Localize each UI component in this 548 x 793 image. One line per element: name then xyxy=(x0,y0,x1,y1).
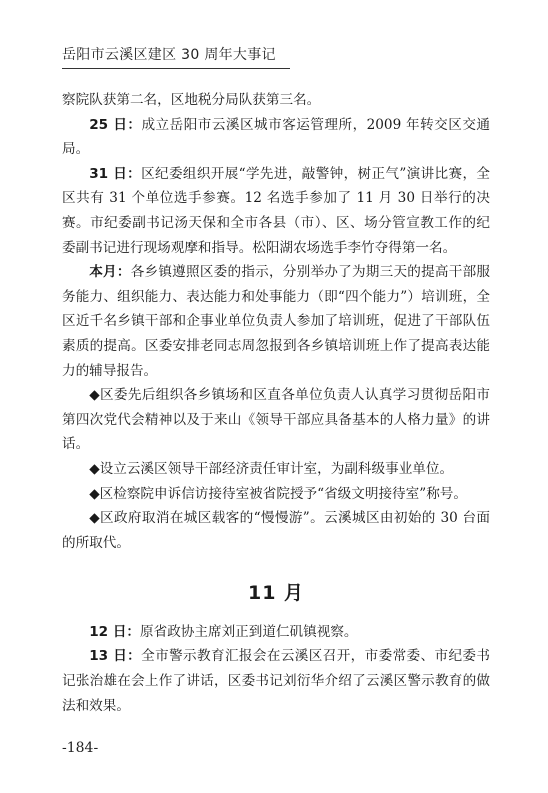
entry-date-label: 13 日： xyxy=(89,648,142,665)
month-heading: 11 月 xyxy=(247,582,305,605)
entry-date-label: 25 日： xyxy=(89,116,142,133)
entry-text: 原省政协主席刘正到道仁矶镇视察。 xyxy=(140,623,358,640)
entry-paragraph xyxy=(62,260,490,383)
entry-text: ◆设立云溪区领导干部经济责任审计室，为副科级事业单位。 xyxy=(89,460,454,477)
running-header: 岳阳市云溪区建区 30 周年大事记 xyxy=(62,47,276,63)
entry-paragraph xyxy=(62,644,490,718)
entry-text: ◆区政府取消在城区载客的“慢慢游”。云溪城区由初始的 30 台面的所取代。 xyxy=(62,510,490,551)
entry-text: ◆区检察院申诉信访接待室被省院授予“省级文明接待室”称号。 xyxy=(89,485,467,502)
entry-text: 察院队获第二名，区地税分局队获第三名。 xyxy=(62,92,321,108)
entry-text: 全市警示教育汇报会在云溪区召开，市委常委、市纪委书记张治雄在会上作了讲话，区委书记刘衍华介绍了云溪区警示教育的做法和效果。 xyxy=(62,648,490,714)
entry-paragraph xyxy=(62,113,490,162)
page-number: -184- xyxy=(62,740,99,756)
october-entries xyxy=(62,88,490,555)
entry-paragraph xyxy=(62,457,490,482)
entry-paragraph xyxy=(62,506,490,555)
entry-paragraph xyxy=(62,162,490,260)
entry-date-label: 31 日： xyxy=(89,165,142,182)
entry-text: ◆区委先后组织各乡镇场和区直各单位负责人认真学习贯彻岳阳市第四次党代会精神以及于来山《领导干部应具备基本的人格力量》的讲话。 xyxy=(62,387,490,453)
entry-date-label: 本月： xyxy=(89,264,131,281)
header-rule xyxy=(62,68,290,69)
entry-paragraph xyxy=(62,88,490,113)
entry-text: 成立岳阳市云溪区城市客运管理所，2009 年转交区交通局。 xyxy=(62,116,490,158)
body-text xyxy=(62,88,490,718)
entry-date-label: 12 日： xyxy=(89,623,141,640)
entry-text: 各乡镇遵照区委的指示，分别举办了为期三天的提高干部服务能力、组织能力、表达能力和处事能力（即“四个能力”）培训班，全区近千名乡镇干部和企事业单位负责人参加了培训班，促进了干部队伍素质的提高。区委安排老同志周忽报到各乡镇培训班上作了提高表达能力的辅导报告。 xyxy=(62,264,491,379)
entry-paragraph xyxy=(62,383,490,457)
entry-paragraph xyxy=(62,620,490,645)
entry-text: 区纪委组织开展“学先进，敲警钟，树正气”演讲比赛，全区共有 31 个单位选手参赛。12 名选手参加了 11 月 30 日举行的决赛。市纪委副书记汤天保和全市各县（市）、区、场分管宣教工作的纪委副书记进行现场观摩和指导。松阳湖农场选手李竹夺得第一名。 xyxy=(62,165,490,256)
entry-paragraph xyxy=(62,482,490,507)
november-entries xyxy=(62,620,490,718)
